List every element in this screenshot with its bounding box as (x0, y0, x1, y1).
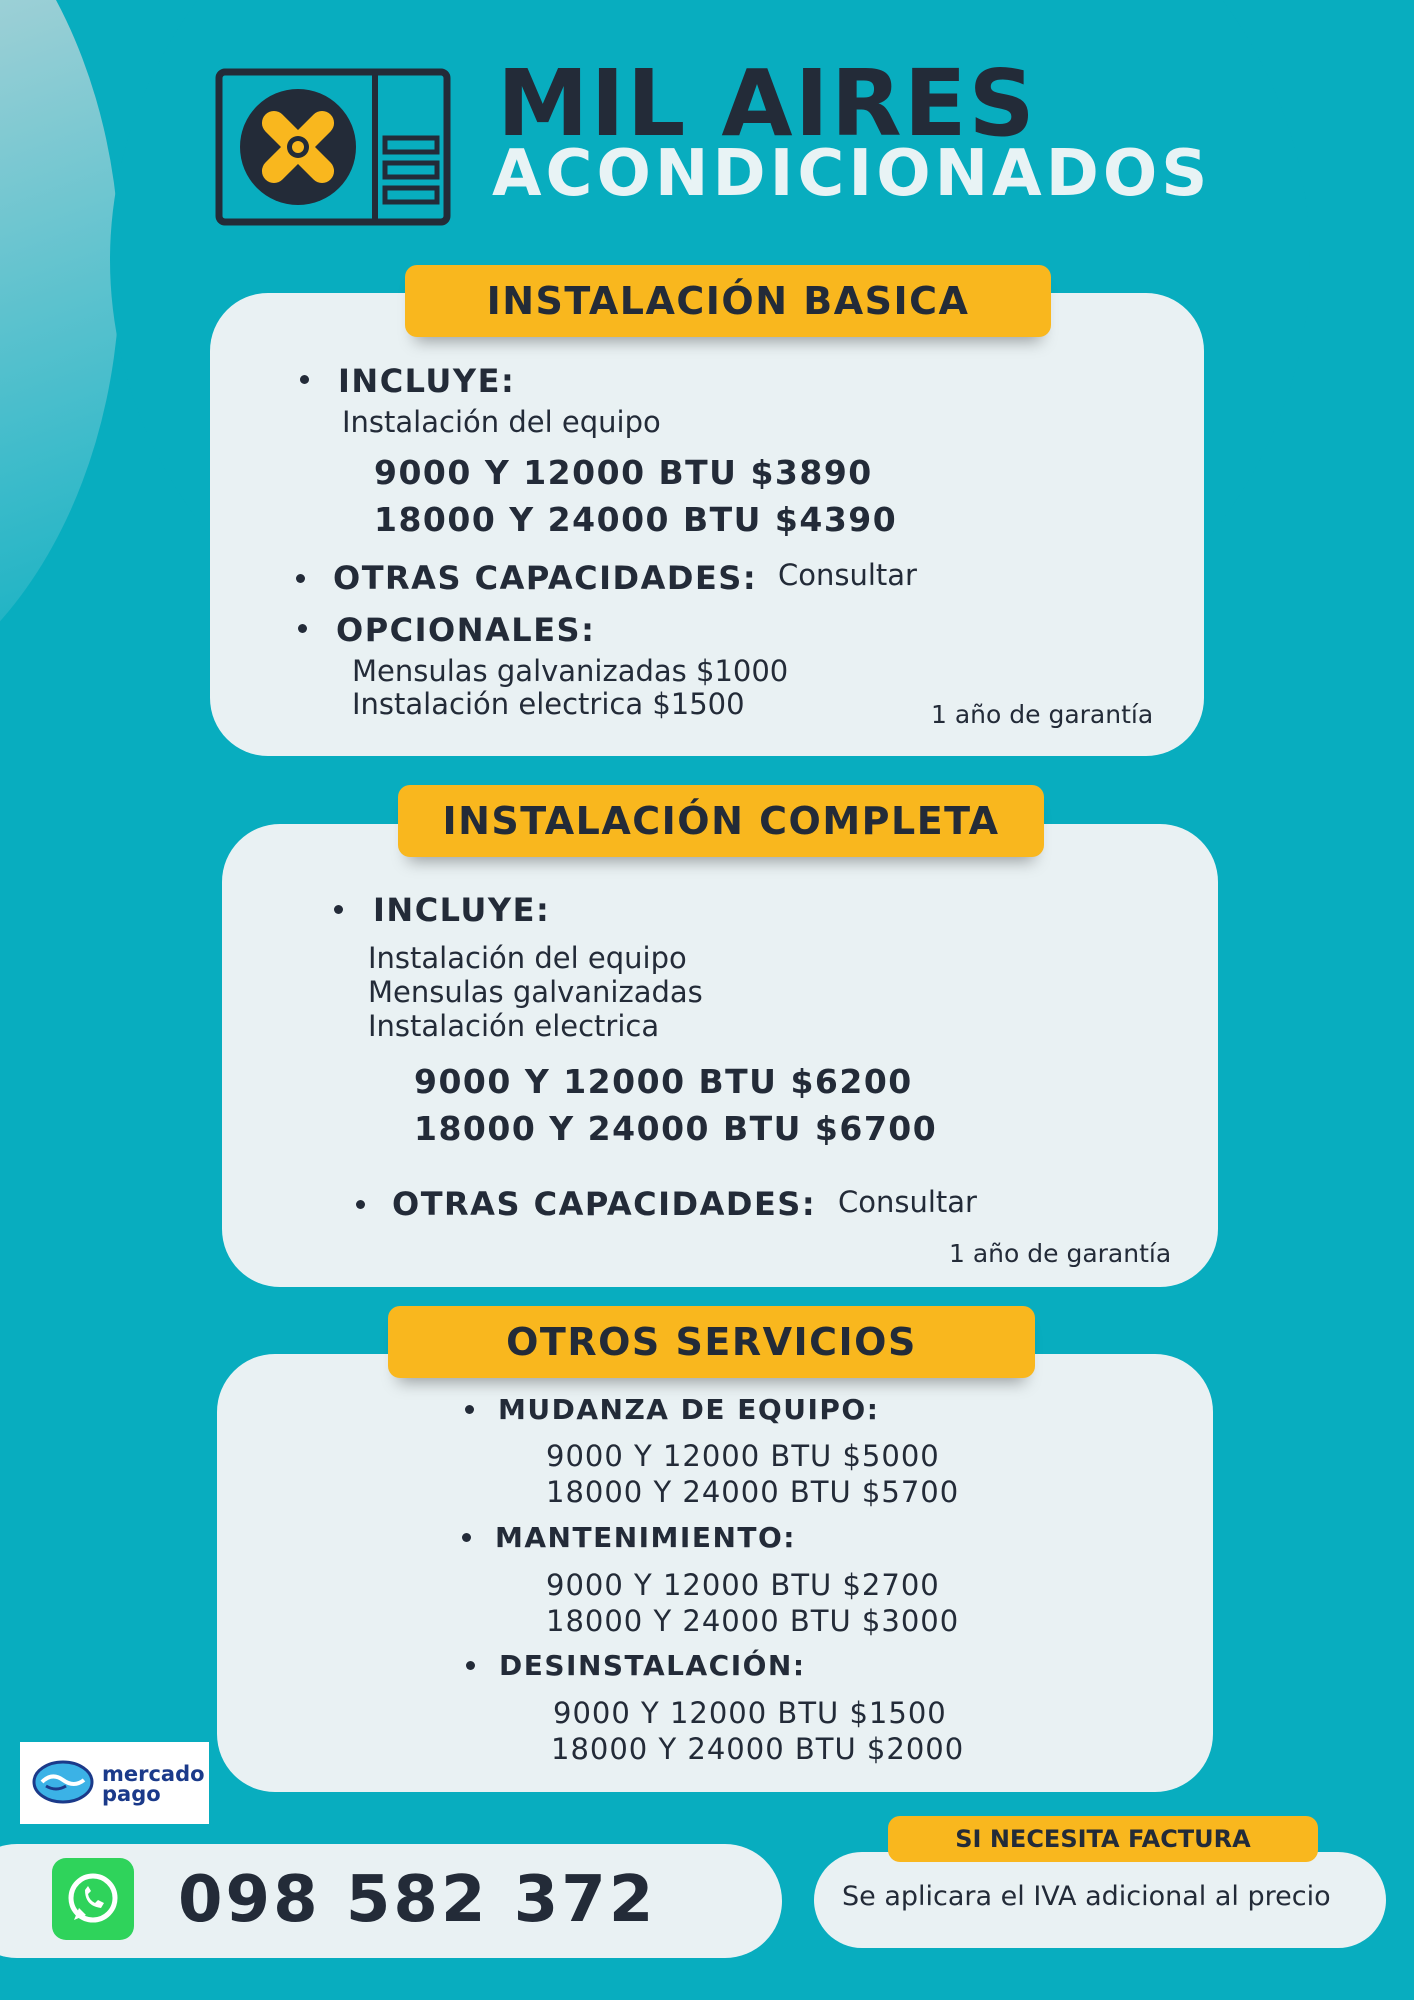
complete-item-2: Mensulas galvanizadas (368, 975, 703, 1009)
background-arc (0, 0, 120, 720)
basic-opcional-1: Mensulas galvanizadas $1000 (352, 654, 789, 688)
bullet-icon (462, 1533, 471, 1542)
basic-otras-label: OTRAS CAPACIDADES: (333, 559, 758, 597)
maintenance-price-2: 18000 Y 24000 BTU $3000 (546, 1604, 960, 1638)
mercado-pago-text-1: mercado (102, 1762, 205, 1786)
moving-price-1: 9000 Y 12000 BTU $5000 (546, 1439, 940, 1473)
basic-price-2: 18000 Y 24000 BTU $4390 (374, 500, 898, 539)
brand-subtitle: ACONDICIONADOS (492, 137, 1212, 211)
invoice-title: SI NECESITA FACTURA (888, 1816, 1318, 1862)
basic-price-1: 9000 Y 12000 BTU $3890 (374, 453, 873, 492)
basic-otras-value: Consultar (778, 558, 917, 592)
basic-incluye-item: Instalación del equipo (342, 405, 661, 439)
other-services-title: OTROS SERVICIOS (388, 1306, 1035, 1378)
complete-installation-title: INSTALACIÓN COMPLETA (398, 785, 1044, 857)
maintenance-label: MANTENIMIENTO: (495, 1521, 796, 1554)
bullet-icon (356, 1200, 365, 1209)
complete-price-2: 18000 Y 24000 BTU $6700 (414, 1109, 938, 1148)
basic-warranty: 1 año de garantía (931, 700, 1154, 729)
invoice-text: Se aplicara el IVA adicional al precio (842, 1881, 1331, 1912)
mercado-pago-text-2: pago (102, 1782, 161, 1806)
complete-price-1: 9000 Y 12000 BTU $6200 (414, 1062, 913, 1101)
basic-installation-title: INSTALACIÓN BASICA (405, 265, 1051, 337)
complete-item-3: Instalación electrica (368, 1009, 660, 1043)
air-conditioner-logo-icon (215, 68, 451, 226)
basic-opcional-2: Instalación electrica $1500 (352, 687, 745, 721)
uninstall-price-2: 18000 Y 24000 BTU $2000 (551, 1732, 965, 1766)
basic-opcionales-label: OPCIONALES: (336, 611, 596, 649)
bullet-icon (465, 1405, 474, 1414)
basic-incluye-label: INCLUYE: (338, 362, 516, 400)
maintenance-price-1: 9000 Y 12000 BTU $2700 (546, 1568, 940, 1602)
mercado-pago-logo (20, 1742, 209, 1824)
bullet-icon (300, 375, 309, 384)
complete-otras-value: Consultar (838, 1185, 977, 1219)
uninstall-price-1: 9000 Y 12000 BTU $1500 (553, 1696, 947, 1730)
bullet-icon (466, 1661, 475, 1670)
complete-otras-label: OTRAS CAPACIDADES: (392, 1185, 817, 1223)
complete-item-1: Instalación del equipo (368, 941, 687, 975)
complete-warranty: 1 año de garantía (949, 1239, 1172, 1268)
bullet-icon (296, 574, 305, 583)
uninstall-label: DESINSTALACIÓN: (499, 1649, 806, 1682)
complete-incluye-label: INCLUYE: (373, 891, 551, 929)
handshake-icon (32, 1760, 94, 1804)
bullet-icon (334, 905, 343, 914)
moving-price-2: 18000 Y 24000 BTU $5700 (546, 1475, 960, 1509)
phone-number[interactable]: 098 582 372 (178, 1863, 657, 1937)
moving-label: MUDANZA DE EQUIPO: (498, 1393, 880, 1426)
whatsapp-glyph-icon (52, 1858, 134, 1940)
brand-title: MIL AIRES (497, 50, 1037, 157)
bullet-icon (298, 624, 307, 633)
whatsapp-icon[interactable] (52, 1858, 134, 1940)
